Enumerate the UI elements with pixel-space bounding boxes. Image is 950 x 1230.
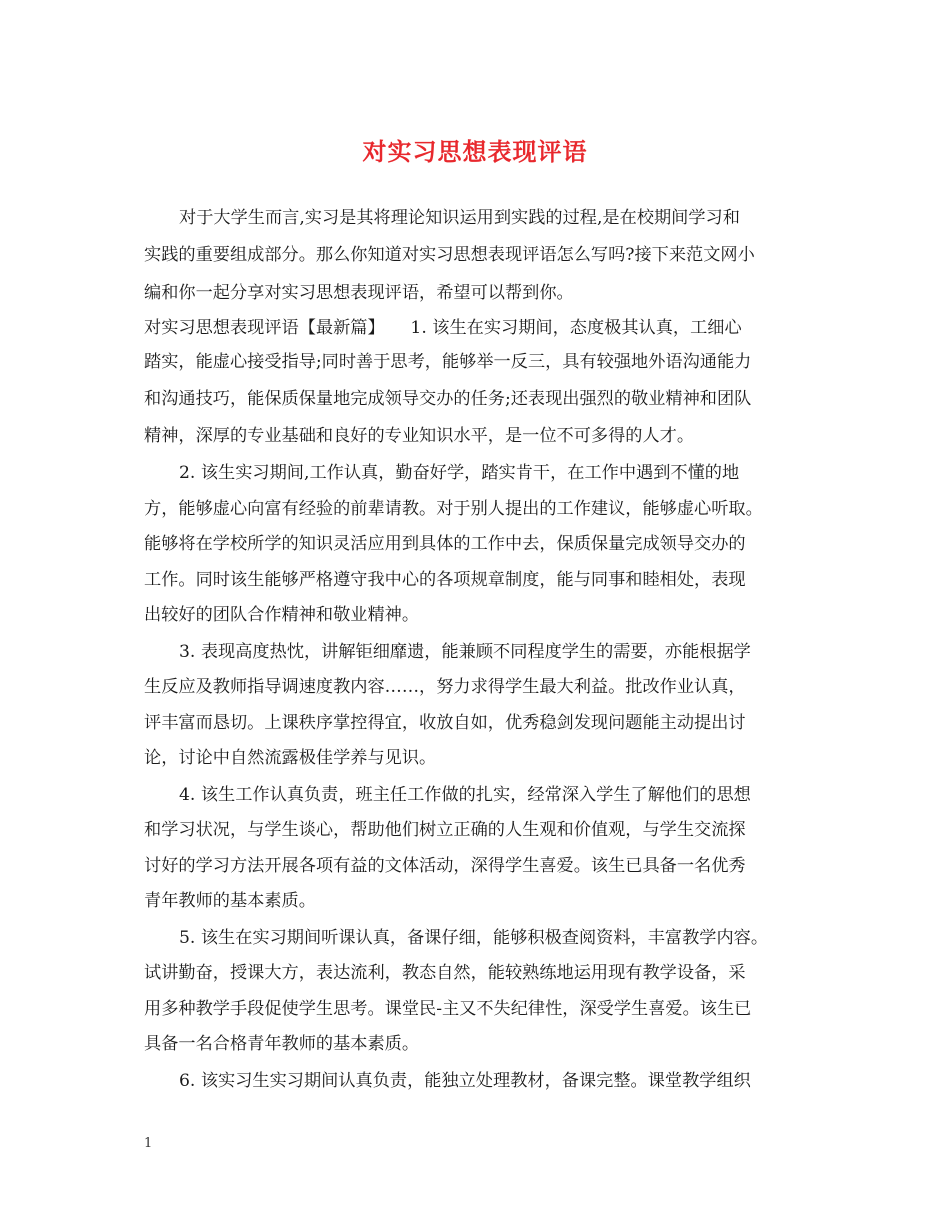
text-line: 精神，深厚的专业基础和良好的专业知识水平，是一位不可多得的人才。 (144, 426, 695, 446)
text-line: 出较好的团队合作精神和敬业精神。 (144, 605, 420, 625)
text-line: 编和你一起分享对实习思想表现评语，希望可以帮到你。 (144, 283, 574, 303)
text-line: 和学习状况，与学生谈心，帮助他们树立正确的人生观和价值观，与学生交流探 (144, 820, 746, 840)
text-line: 生反应及教师指导调速度教内容……，努力求得学生最大利益。批改作业认真， (144, 677, 746, 697)
text-line: 讨好的学习方法开展各项有益的文体活动，深得学生喜爱。该生已具备一名优秀 (144, 856, 746, 876)
page-number: 1 (144, 1136, 153, 1151)
text-line: 5. 该生在实习期间听课认真，备课仔细，能够积极查阅资料，丰富教学内容。 (179, 928, 769, 948)
text-line: 用多种教学手段促使学生思考。课堂民-主又不失纪律性，深受学生喜爱。该生已 (144, 999, 752, 1019)
document-title: 对实习思想表现评语 (362, 137, 588, 166)
text-line: 和沟通技巧，能保质保量地完成领导交办的任务;还表现出强烈的敬业精神和团队 (144, 389, 752, 409)
text-line: 对实习思想表现评语【最新篇】 1. 该生在实习期间，态度极其认真，工细心 (144, 318, 742, 338)
text-line: 实践的重要组成部分。那么你知道对实习思想表现评语怎么写吗?接下来范文网小 (144, 245, 755, 265)
text-line: 青年教师的基本素质。 (144, 891, 316, 911)
text-line: 对于大学生而言,实习是其将理论知识运用到实践的过程,是在校期间学习和 (179, 208, 740, 228)
text-line: 6. 该实习生实习期间认真负责，能独立处理教材，备课完整。课堂教学组织 (179, 1071, 751, 1091)
text-line: 方，能够虚心向富有经验的前辈请教。对于别人提出的工作建议，能够虚心听取。 (144, 499, 763, 519)
text-line: 具备一名合格青年教师的基本素质。 (144, 1034, 420, 1054)
text-line: 能够将在学校所学的知识灵活应用到具体的工作中去，保质保量完成领导交办的 (144, 534, 746, 554)
text-line: 踏实，能虚心接受指导;同时善于思考，能够举一反三，具有较强地外语沟通能力 (144, 352, 752, 372)
text-line: 工作。同时该生能够严格遵守我中心的各项规章制度，能与同事和睦相处，表现 (144, 570, 746, 590)
text-line: 评丰富而恳切。上课秩序掌控得宜，收放自如，优秀稳剑发现问题能主动提出讨 (144, 713, 746, 733)
text-line: 论，讨论中自然流露极佳学养与见识。 (144, 748, 437, 768)
text-line: 2. 该生实习期间,工作认真，勤奋好学，踏实肯干，在工作中遇到不懂的地 (179, 463, 740, 483)
text-line: 4. 该生工作认真负责，班主任工作做的扎实，经常深入学生了解他们的思想 (179, 785, 751, 805)
text-line: 3. 表现高度热忱，讲解钜细靡遗，能兼顾不同程度学生的需要，亦能根据学 (179, 642, 751, 662)
text-line: 试讲勤奋，授课大方，表达流利，教态自然，能较熟练地运用现有教学设备，采 (144, 963, 746, 983)
